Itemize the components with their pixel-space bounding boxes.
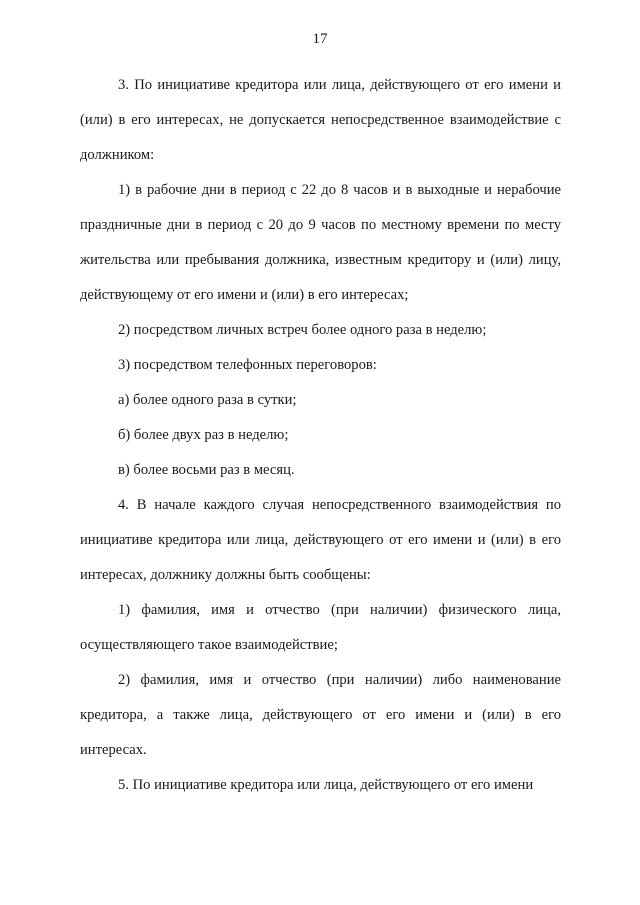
page-number: 17 (312, 31, 328, 47)
paragraph-4-item-1: 1) фамилия, имя и отчество (при наличии) физического лица, осуществляющего такое взаимодействие; (80, 602, 561, 653)
paragraph-3-item-3a: а) более одного раза в сутки; (118, 392, 297, 408)
paragraph-3-item-1: 1) в рабочие дни в период с 22 до 8 часов и в выходные и нерабочие праздничные дни в период с 20 до 9 часов по местному времени по месту жительства или пребывания должника, известным кредитору и (или) лицу, действующему от его имени и (или) в его интересах; (80, 182, 561, 303)
paragraph-3-item-3: 3) посредством телефонных переговоров: (118, 357, 377, 373)
paragraph-3-item-3c: в) более восьми раз в месяц. (118, 462, 295, 478)
document-body (80, 68, 561, 803)
paragraph-4: 4. В начале каждого случая непосредственного взаимодействия по инициативе кредитора или лица, действующего от его имени и (или) в его интересах, должнику должны быть сообщены: (80, 497, 561, 583)
paragraph-5: 5. По инициативе кредитора или лица, действующего от его имени (118, 777, 534, 793)
paragraph-3-item-3b: б) более двух раз в неделю; (118, 427, 289, 443)
paragraph-3: 3. По инициативе кредитора или лица, действующего от его имени и (или) в его интересах, не допускается непосредственное взаимодействие с должником: (80, 77, 561, 163)
paragraph-4-item-2: 2) фамилия, имя и отчество (при наличии) либо наименование кредитора, а также лица, действующего от его имени и (или) в его интересах. (80, 672, 561, 758)
paragraph-3-item-2: 2) посредством личных встреч более одного раза в неделю; (118, 322, 487, 338)
